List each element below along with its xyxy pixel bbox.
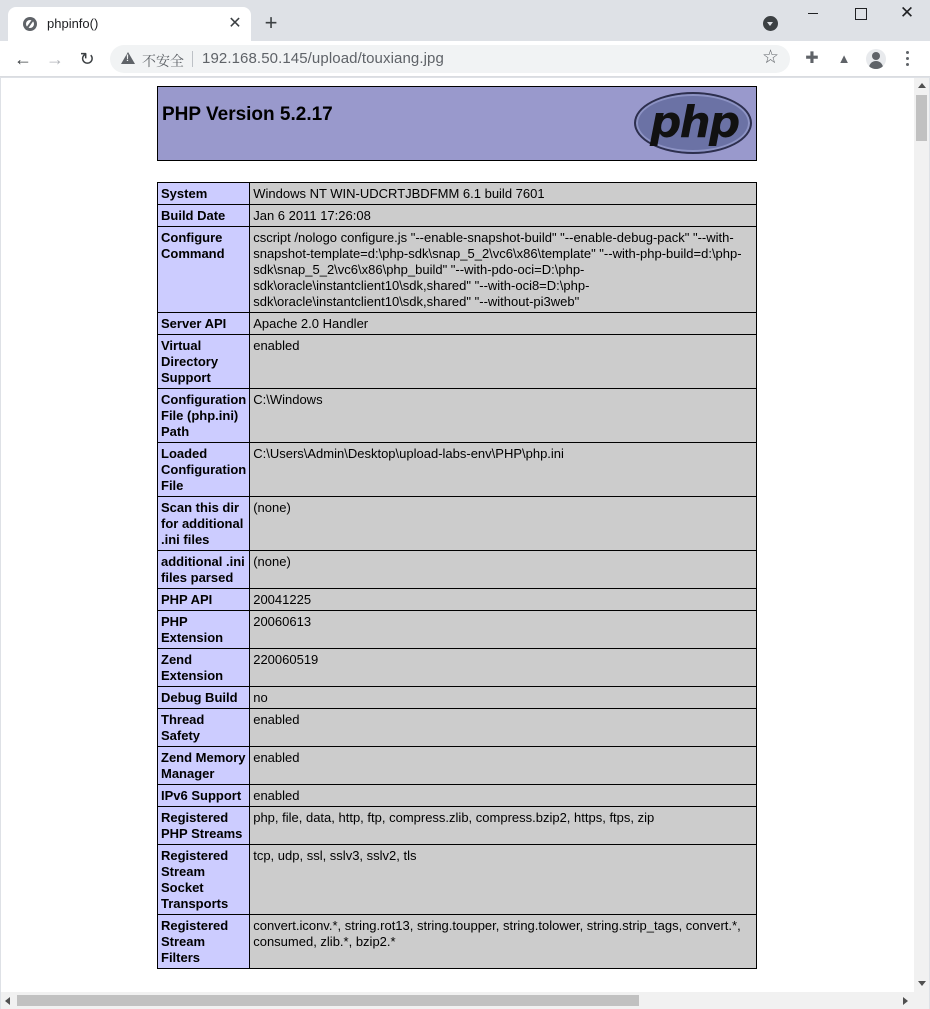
row-key: additional .ini files parsed [158,551,250,589]
url-text[interactable]: 192.168.50.145/upload/touxiang.jpg [202,50,444,67]
table-row [158,785,757,807]
row-key: Thread Safety [158,709,250,747]
row-key: Debug Build [158,687,250,709]
bookmark-star-icon[interactable]: ☆ [762,47,780,68]
table-row [158,589,757,611]
horizontal-scroll-thumb[interactable] [17,995,639,1006]
table-row [158,389,757,443]
table-row [158,335,757,389]
row-value: enabled [250,785,757,807]
maximize-button[interactable] [845,4,875,24]
reload-button[interactable]: ↻ [79,49,95,69]
table-row [158,443,757,497]
vertical-scrollbar[interactable] [914,78,929,992]
labs-flask-icon[interactable]: ▲ [837,51,851,66]
row-value: (none) [250,497,757,551]
table-row [158,183,757,205]
php-info-table [157,182,757,969]
row-value: cscript /nologo configure.js "--enable-snapshot-build" "--enable-debug-pack" "--with-snapshot-template=d:\php-sdk\snap_5_2\vc6\x86\template" "--with-php-build=d:\php-sdk\snap_5_2\vc6\x86\php_build" "--with-pdo-oci=D:\php-sdk\oracle\instantclient10\sdk,shared" "--with-oci8=D:\php-sdk\oracle\instantclient10\sdk,shared" "--without-pi3web" [250,227,757,313]
row-key: PHP API [158,589,250,611]
scroll-right-arrow-icon[interactable] [903,997,908,1005]
row-value: tcp, udp, ssl, sslv3, sslv2, tls [250,845,757,915]
row-key: Build Date [158,205,250,227]
minimize-button[interactable] [798,4,828,24]
row-value: 20041225 [250,589,757,611]
table-row [158,915,757,969]
kebab-menu-icon[interactable] [904,51,912,67]
row-value: C:\Users\Admin\Desktop\upload-labs-env\PHP\php.ini [250,443,757,497]
window-close-button[interactable]: ✕ [899,3,915,22]
table-row [158,845,757,915]
security-label[interactable]: 不安全 [142,53,184,69]
table-row [158,611,757,649]
row-value: 20060613 [250,611,757,649]
row-value: (none) [250,551,757,589]
row-key: PHP Extension [158,611,250,649]
row-key: Loaded Configuration File [158,443,250,497]
row-value: enabled [250,335,757,389]
close-tab-icon[interactable]: ✕ [228,15,242,32]
table-row [158,649,757,687]
table-row [158,807,757,845]
profile-avatar-icon[interactable] [866,49,886,69]
row-value: enabled [250,709,757,747]
row-key: Zend Memory Manager [158,747,250,785]
row-value: no [250,687,757,709]
php-logo-text: php [650,97,739,148]
vertical-scroll-thumb[interactable] [916,95,927,141]
forward-button[interactable]: → [46,49,64,69]
row-key: Registered PHP Streams [158,807,250,845]
table-row [158,205,757,227]
horizontal-scrollbar[interactable] [1,992,929,1009]
row-value: 220060519 [250,649,757,687]
scroll-down-arrow-icon[interactable] [918,981,926,986]
php-version-title: PHP Version 5.2.17 [162,104,333,125]
row-key: Virtual Directory Support [158,335,250,389]
browser-toolbar [0,41,930,77]
row-key: Server API [158,313,250,335]
table-row [158,227,757,313]
scroll-left-arrow-icon[interactable] [5,997,10,1005]
scroll-up-arrow-icon[interactable] [918,83,926,88]
warning-icon[interactable] [121,52,135,64]
table-row [158,551,757,589]
row-key: System [158,183,250,205]
table-row [158,709,757,747]
row-key: Configuration File (php.ini) Path [158,389,250,443]
row-value: Jan 6 2011 17:26:08 [250,205,757,227]
tab-title: phpinfo() [47,16,99,31]
new-tab-button[interactable]: + [264,10,278,35]
browser-tab[interactable] [8,7,251,41]
extensions-puzzle-icon[interactable]: ✚ [805,50,819,67]
row-key: Configure Command [158,227,250,313]
table-row [158,747,757,785]
table-row [158,497,757,551]
row-value: Windows NT WIN-UDCRTJBDFMM 6.1 build 7601 [250,183,757,205]
tab-strip [0,0,930,41]
row-value: php, file, data, http, ftp, compress.zlib, compress.bzip2, https, ftps, zip [250,807,757,845]
row-value: Apache 2.0 Handler [250,313,757,335]
tab-search-icon[interactable] [763,16,778,31]
address-bar[interactable] [110,45,790,73]
row-key: Scan this dir for additional .ini files [158,497,250,551]
table-row [158,687,757,709]
row-key: IPv6 Support [158,785,250,807]
row-key: Zend Extension [158,649,250,687]
php-logo[interactable] [634,92,752,154]
address-separator [192,51,193,67]
globe-icon [23,17,37,31]
row-value: convert.iconv.*, string.rot13, string.toupper, string.tolower, string.strip_tags, convert.*, consumed, zlib.*, bzip2.* [250,915,757,969]
page-viewport [1,78,914,992]
row-value: enabled [250,747,757,785]
back-button[interactable]: ← [14,49,32,69]
php-header [157,86,757,161]
table-row [158,313,757,335]
row-key: Registered Stream Filters [158,915,250,969]
row-key: Registered Stream Socket Transports [158,845,250,915]
row-value: C:\Windows [250,389,757,443]
